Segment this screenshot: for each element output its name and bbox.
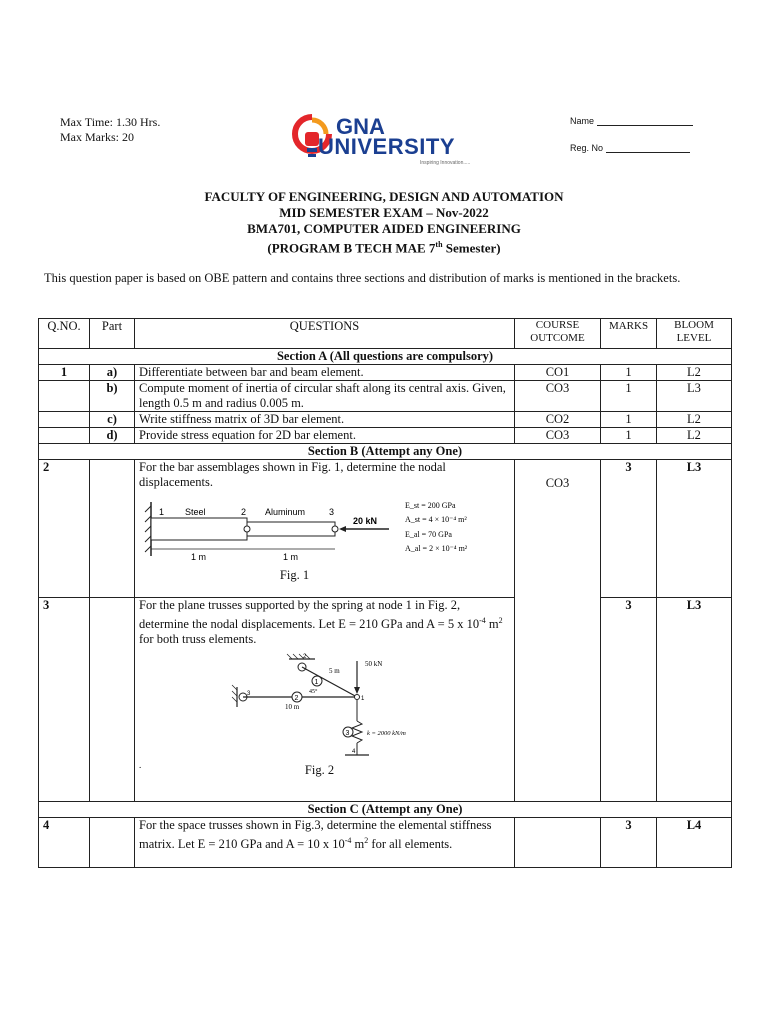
- fig2-arrowhead: [354, 687, 360, 694]
- faculty-title: FACULTY OF ENGINEERING, DESIGN AND AUTOMATION: [204, 189, 564, 204]
- exam-title: MID SEMESTER EXAM – Nov-2022: [279, 205, 489, 220]
- q2-number: 2: [39, 460, 90, 598]
- fig2-len5: 5 m: [329, 667, 340, 676]
- q2-question: [135, 460, 515, 598]
- fig1-len1: 1 m: [191, 552, 207, 562]
- fig2-plane-truss: [139, 647, 509, 772]
- q2-bloom: L3: [657, 460, 732, 598]
- table-row: [39, 381, 732, 412]
- section-c-row: [39, 802, 732, 818]
- fig2-node4-label: 4: [352, 749, 356, 756]
- fig2-spring-label: k = 2000 kN/m: [367, 730, 406, 738]
- course-title: BMA701, COMPUTER AIDED ENGINEERING: [247, 221, 521, 236]
- q1b-co: CO3: [515, 381, 601, 412]
- q4-co-empty: [515, 818, 601, 868]
- fig2-elem-1: 1: [314, 679, 319, 687]
- col-part: Part: [90, 319, 135, 349]
- q2-marks: 3: [601, 460, 657, 598]
- table-row: [39, 460, 732, 598]
- section-a-row: [39, 349, 732, 365]
- logo-gna: GNA: [336, 114, 385, 139]
- fig1-e-al: E_al = 70 GPa: [405, 530, 452, 539]
- q2-part-empty: [90, 460, 135, 598]
- fig1-aluminum-bar: [247, 522, 335, 536]
- fig2-elem-2: 2: [294, 695, 299, 703]
- q1b-marks: 1: [601, 381, 657, 412]
- q4-text: [135, 818, 515, 868]
- col-qno: Q.NO.: [39, 319, 90, 349]
- q1b-part: b): [90, 381, 135, 412]
- fig1-n1: 1: [159, 507, 165, 517]
- q4-number: 4: [39, 818, 90, 868]
- fig2-load: 50 kN: [365, 660, 383, 669]
- bloom-header-1: BLOOM: [674, 319, 714, 331]
- table-row: [39, 598, 732, 802]
- logo-university: UNIVERSITY: [318, 134, 456, 159]
- university-logo: [290, 110, 490, 172]
- fig1-arrowhead: [339, 526, 346, 532]
- fig1-node-3: [332, 526, 338, 532]
- co-header-1: COURSE: [535, 319, 580, 331]
- reg-line: [606, 143, 690, 153]
- q2-co: CO3: [515, 460, 601, 802]
- q3-number: 3: [39, 598, 90, 802]
- fig1-n3: 3: [329, 507, 335, 517]
- fig1-bar-assemblage: [139, 494, 499, 566]
- q1c-empty: [39, 412, 90, 428]
- q2-text: For the bar assemblages shown in Fig. 1, determine the nodal displacements.: [139, 460, 446, 489]
- q1b-empty: [39, 381, 90, 412]
- program-prefix: (PROGRAM B TECH MAE 7: [267, 240, 436, 256]
- q3-text-2: m: [485, 617, 499, 632]
- program-title: [0, 237, 768, 256]
- col-bloom-level: [657, 319, 732, 349]
- q1b-bloom: L3: [657, 381, 732, 412]
- fig2-angle: 45°: [309, 689, 318, 696]
- section-a-title: Section A (All questions are compulsory): [39, 349, 732, 365]
- fig2-node3-label: 3: [247, 691, 251, 698]
- q3-part-empty: [90, 598, 135, 802]
- q4-part-empty: [90, 818, 135, 868]
- fig1-e-st: E_st = 200 GPa: [405, 501, 456, 510]
- col-course-outcome: [515, 319, 601, 349]
- q3-text-3: for both truss elements.: [139, 632, 257, 647]
- col-questions: QUESTIONS: [135, 319, 515, 349]
- fig2-elem-3: 3: [345, 730, 350, 738]
- fig1-load: 20 kN: [353, 516, 378, 526]
- fig2-dot: .: [139, 760, 142, 771]
- q4-text-1: For the space trusses shown in Fig.3, determine the elemental stiffness matrix. Let E = 210 GPa and A = 10 x 10: [139, 818, 492, 852]
- q1a-bloom: L2: [657, 365, 732, 381]
- logo-tagline: Inspiring Innovation.....: [420, 160, 471, 166]
- q3-marks: 3: [601, 598, 657, 802]
- name-line: [597, 116, 693, 126]
- fig2-support-node3: [232, 685, 247, 707]
- co-header-2: OUTCOME: [530, 332, 585, 344]
- q1a-marks: 1: [601, 365, 657, 381]
- q1c-marks: 1: [601, 412, 657, 428]
- q3-text: [139, 598, 510, 647]
- q3-question: [135, 598, 515, 802]
- bloom-header-2: LEVEL: [676, 332, 712, 344]
- fig1-a-st: A_st = 4 × 10⁻⁴ m²: [405, 515, 467, 524]
- q4-bloom: L4: [657, 818, 732, 868]
- q1c-bloom: L2: [657, 412, 732, 428]
- q1d-empty: [39, 428, 90, 444]
- section-b-row: [39, 444, 732, 460]
- q1d-co: CO3: [515, 428, 601, 444]
- fig2-node-1: [355, 695, 360, 700]
- table-row: [39, 412, 732, 428]
- max-marks: Max Marks: 20: [60, 130, 134, 144]
- name-field: [570, 116, 693, 126]
- q1b-text: Compute moment of inertia of circular shaft along its central axis. Given, length 0.5 m and radius 0.005 m.: [135, 381, 515, 412]
- table-row: [39, 365, 732, 381]
- fig1-a-al: A_al = 2 × 10⁻⁴ m²: [405, 544, 468, 553]
- fig2-node1-label: 1: [361, 696, 365, 703]
- q1c-co: CO2: [515, 412, 601, 428]
- fig2-caption: Fig. 2: [304, 763, 335, 778]
- q1d-text: Provide stress equation for 2D bar element.: [135, 428, 515, 444]
- reg-label: Reg. No: [570, 143, 604, 153]
- q1a-part: a): [90, 365, 135, 381]
- fig1-steel-bar: [151, 518, 247, 540]
- q1a-text: Differentiate between bar and beam element.: [135, 365, 515, 381]
- reg-field: [570, 143, 690, 153]
- program-suffix: Semester): [442, 240, 501, 256]
- q1-number: 1: [39, 365, 90, 381]
- fig1-n2: 2: [241, 507, 247, 517]
- fig2-len10: 10 m: [285, 703, 300, 712]
- fig1-caption: Fig. 1: [279, 568, 310, 582]
- question-table: [38, 318, 732, 868]
- fig1-aluminum-label: Aluminum: [265, 507, 306, 517]
- max-time: Max Time: 1.30 Hrs.: [60, 115, 161, 129]
- col-marks: MARKS: [601, 319, 657, 349]
- q1c-text: Write stiffness matrix of 3D bar element.: [135, 412, 515, 428]
- fig1-node-2: [244, 526, 250, 532]
- q1a-co: CO1: [515, 365, 601, 381]
- q1d-marks: 1: [601, 428, 657, 444]
- section-c-title: Section C (Attempt any One): [39, 802, 732, 818]
- table-row: [39, 818, 732, 868]
- table-header-row: [39, 319, 732, 349]
- q3-bloom: L3: [657, 598, 732, 802]
- fig1-wall: [145, 502, 151, 556]
- section-b-title: Section B (Attempt any One): [39, 444, 732, 460]
- fig2-node2-label: 2: [303, 654, 307, 661]
- q4-exp-2: 2: [364, 836, 369, 845]
- q3-exp-2: 2: [498, 616, 503, 625]
- q1d-part: d): [90, 428, 135, 444]
- program-sup: th: [435, 240, 443, 249]
- q4-exp-1: -4: [344, 836, 352, 845]
- table-row: [39, 428, 732, 444]
- fig1-len2: 1 m: [283, 552, 299, 562]
- q1d-bloom: L2: [657, 428, 732, 444]
- fig2-support-node2: [287, 654, 315, 671]
- fig1-steel-label: Steel: [185, 507, 206, 517]
- name-label: Name: [570, 116, 595, 126]
- intro-text: This question paper is based on OBE pattern and contains three sections and distribution of marks is mentioned in the brackets.: [44, 271, 681, 285]
- q4-text-3: for all elements.: [368, 837, 453, 852]
- exam-meta: [60, 115, 160, 145]
- q4-text-2: m: [351, 837, 365, 852]
- q1c-part: c): [90, 412, 135, 428]
- q3-exp-1: -4: [479, 616, 486, 625]
- q3-text-1: For the plane trusses supported by the spring at node 1 in Fig. 2, determine the nodal displacements. Let E = 210 GPa and A = 5 x 10: [139, 598, 480, 632]
- q4-marks: 3: [601, 818, 657, 868]
